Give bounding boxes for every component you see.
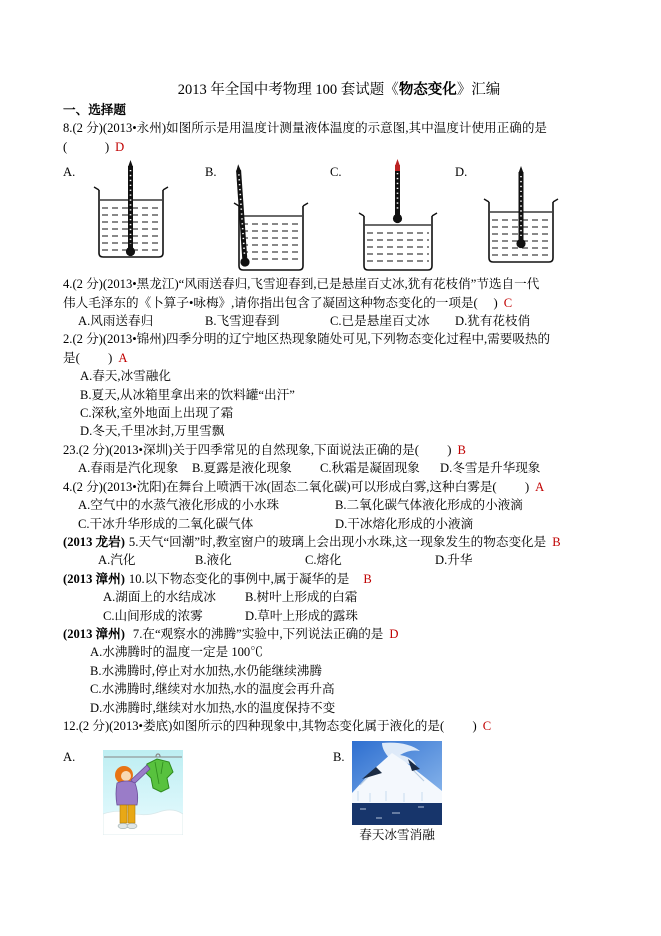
question-2jz-option-d: D.冬天,千里冰封,万里雪飘 (80, 424, 225, 439)
question-23sz-line: 23.(2 分)(2013•深圳)关于四季常见的自然现象,下面说法正确的是( ) B (63, 442, 466, 457)
question-4hlj-options (63, 312, 615, 330)
option-a: A.汽化 (98, 553, 136, 568)
question-zz7-option-b: B.水沸腾时,停止对水加热,水仍能继续沸腾 (90, 663, 322, 678)
question-12ld-figures (63, 736, 615, 858)
answer-blank: ( ) (63, 139, 110, 154)
option-a: A.春雨是汽化现象 (78, 461, 179, 476)
source-tag: (2013 漳州) (63, 626, 125, 641)
option-b: B.夏露是液化现象 (192, 461, 292, 476)
question-8-answer: D (115, 139, 125, 154)
question-zz7-option-c: C.水沸腾时,继续对水加热,水的温度会再升高 (90, 682, 335, 697)
source-tag: (2013 漳州) (63, 571, 125, 586)
question-4sy-options-row2 (63, 515, 615, 533)
question-4sy-line: 4.(2 分)(2013•沈阳)在舞台上喷洒干冰(固态二氧化碳)可以形成白雾,这种白雾是( ) A (63, 479, 545, 494)
question-12ld-line: 12.(2 分)(2013•娄底)如图所示的四种现象中,其物态变化属于液化的是( ) C (63, 718, 492, 733)
question-zz7-line: (2013 漳州) 7.在“观察水的沸腾”实验中,下列说法正确的是 D (63, 626, 399, 641)
question-8-line1: 8.(2 分)(2013•永州)如图所示是用温度计测量液体温度的示意图,其中温度计使用正确的是 (63, 121, 548, 136)
option-b: B.二氧化碳气体液化形成的小液滴 (335, 498, 523, 513)
figure-a-label: A. (63, 750, 76, 765)
snow-mountain-photo (352, 741, 442, 825)
question-zz10-line: (2013 漳州) 10.以下物态变化的事例中,属于凝华的是 B (63, 571, 372, 586)
document-content (63, 0, 615, 858)
question-2jz-option-a: A.春天,冰雪融化 (80, 369, 171, 384)
question-zz10-answer: B (363, 571, 372, 586)
question-ly5-line: (2013 龙岩) 5.天气“回潮”时,教室窗户的玻璃上会出现小水珠,这一现象发生的物态变化是 B (63, 534, 561, 549)
option-c: C.山间形成的浓雾 (103, 608, 203, 623)
thermometer-correct-icon (477, 158, 572, 270)
question-zz10-options-row2 (63, 607, 615, 625)
figure-b-caption: 春天冰雪消融 (359, 828, 435, 843)
question-8-figures (63, 158, 615, 275)
figure-b-label: B. (205, 165, 217, 180)
clothes-drying-illustration (103, 750, 183, 835)
question-8-answer-line (63, 138, 615, 156)
option-b: B.飞雪迎春到 (205, 314, 280, 329)
question-2jz-line2: 是( ) A (63, 350, 128, 365)
option-d: D.草叶上形成的露珠 (245, 608, 358, 623)
title-post: 》汇编 (456, 82, 501, 98)
title-pre: 2013 年全国中考物理 100 套试题《 (177, 82, 399, 98)
option-b: B.树叶上形成的白霜 (245, 590, 358, 605)
question-4hlj-line1: 4.(2 分)(2013•黑龙江)“风雨送春归,飞雪迎春到,已是悬崖百丈冰,犹有花枝俏”节选自一代 (63, 277, 540, 292)
question-4sy-options-row1 (63, 496, 615, 514)
question-zz7-option-d: D.水沸腾时,继续对水加热,水的温度保持不变 (90, 700, 336, 715)
option-d: D.干冰熔化形成的小液滴 (335, 516, 474, 531)
question-23sz-options (63, 459, 615, 477)
figure-c-label: C. (330, 165, 342, 180)
option-a: A.空气中的水蒸气液化形成的小水珠 (78, 498, 280, 513)
question-zz10-options-row1 (63, 588, 615, 606)
section-heading: 一、选择题 (63, 103, 126, 117)
option-d: D.犹有花枝俏 (455, 314, 531, 329)
option-c: C.已是悬崖百丈冰 (330, 314, 430, 329)
option-c: C.秋霜是凝固现象 (320, 461, 420, 476)
option-c: C.熔化 (305, 553, 342, 568)
question-4sy-answer: A (535, 479, 545, 494)
question-2jz-option-c: C.深秋,室外地面上出现了霜 (80, 406, 234, 421)
option-d: D.升华 (435, 553, 473, 568)
thermometer-touching-side-icon (227, 158, 322, 273)
question-2jz-line1: 2.(2 分)(2013•锦州)四季分明的辽宁地区热现象随处可见,下列物态变化过程中,需要吸热的 (63, 332, 551, 347)
thermometer-touching-bottom-icon (85, 158, 180, 270)
question-12ld-answer: C (482, 718, 492, 733)
question-4hlj-line2: 伟人毛泽东的《卜算子•咏梅》,请你指出包含了凝固这种物态变化的一项是( ) C (63, 295, 513, 310)
page-title (63, 80, 615, 101)
question-ly5-options (63, 551, 615, 569)
option-a: A.风雨送春归 (78, 314, 154, 329)
source-tag: (2013 龙岩) (63, 534, 125, 549)
option-b: B.液化 (195, 553, 232, 568)
option-a: A.湖面上的水结成冰 (103, 590, 216, 605)
question-2jz-answer: A (118, 350, 128, 365)
question-2jz-option-b: B.夏天,从冰箱里拿出来的饮料罐“出汗” (80, 387, 295, 402)
question-23sz-answer: B (457, 442, 466, 457)
title-emphasis: 物态变化 (398, 82, 457, 98)
option-d: D.冬雪是升华现象 (440, 461, 541, 476)
figure-d-label: D. (455, 165, 468, 180)
option-c: C.干冰升华形成的二氧化碳气体 (78, 516, 254, 531)
question-zz7-option-a: A.水沸腾时的温度一定是 100℃ (90, 645, 263, 660)
figure-a-label: A. (63, 165, 76, 180)
figure-b-label: B. (333, 750, 345, 765)
question-zz7-answer: D (389, 626, 399, 641)
question-ly5-answer: B (552, 534, 561, 549)
question-4hlj-answer: C (503, 295, 513, 310)
thermometer-bulb-above-liquid-icon (352, 158, 447, 273)
